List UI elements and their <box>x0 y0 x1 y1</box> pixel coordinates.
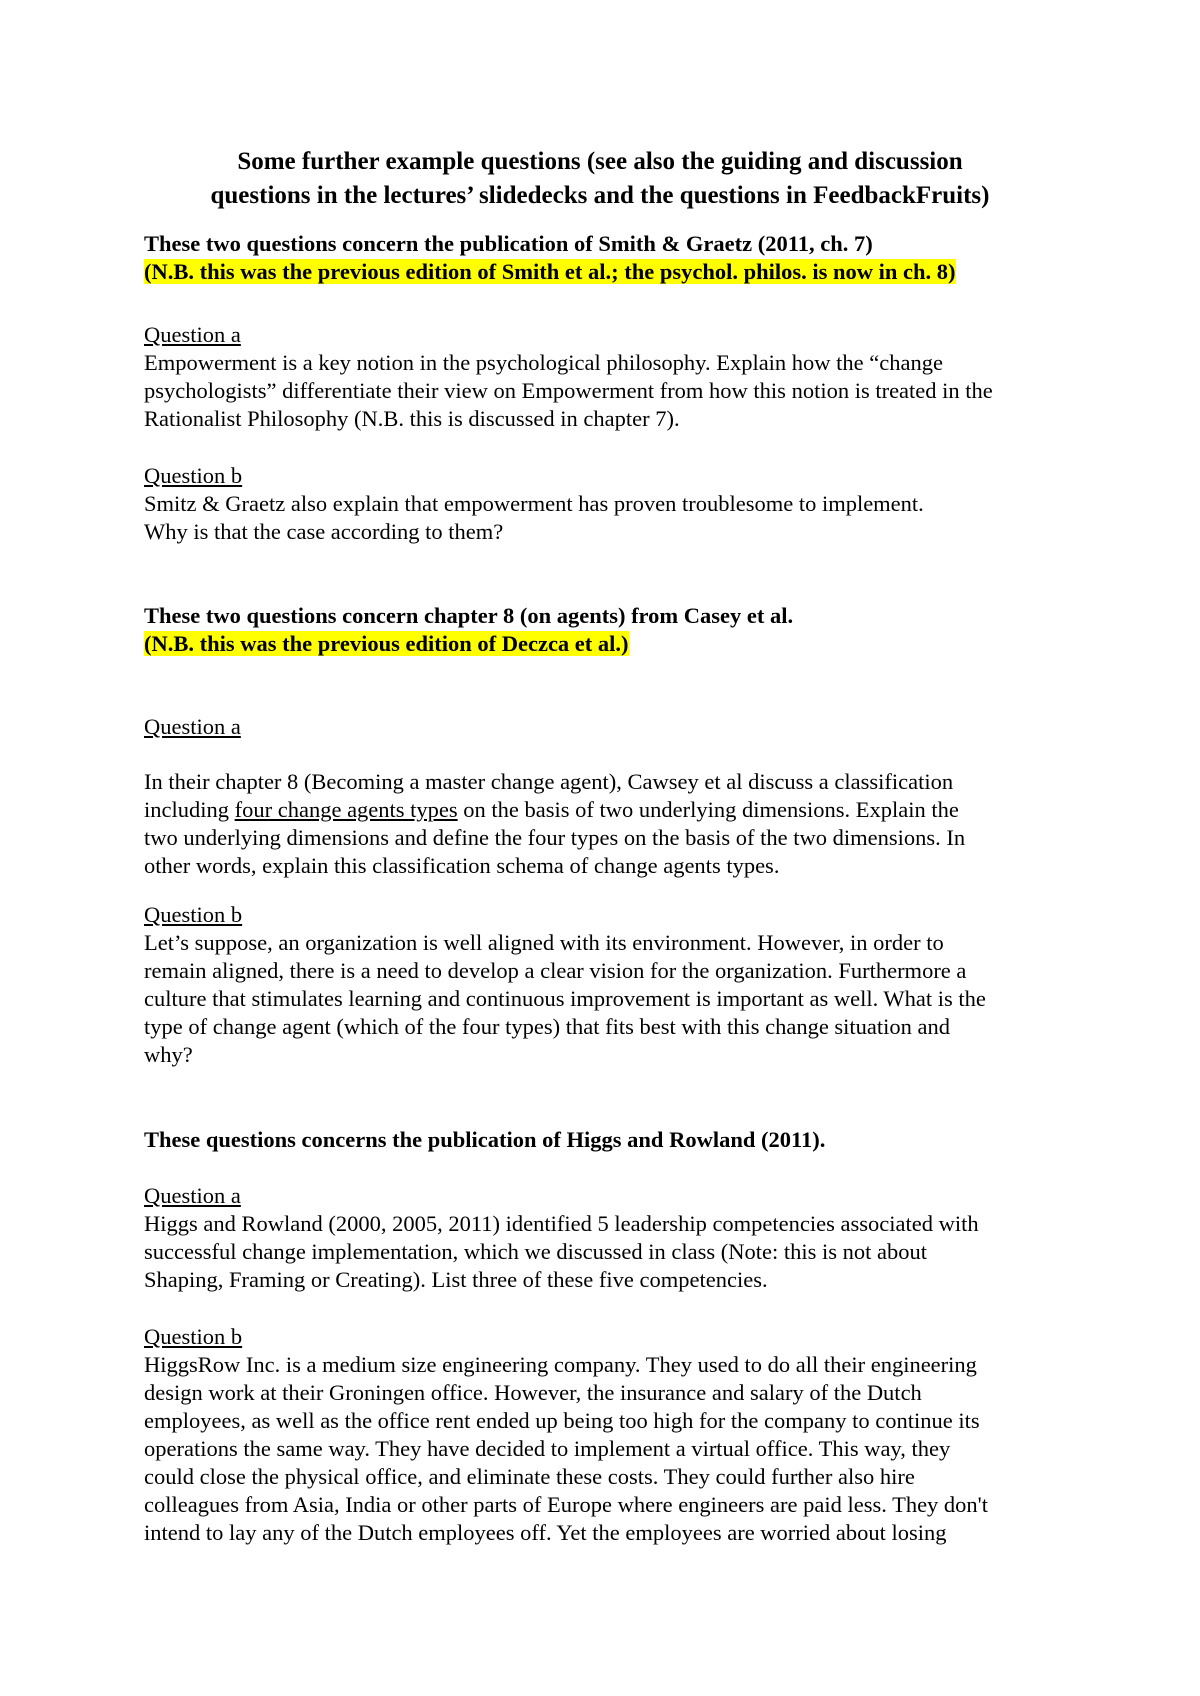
section-1-question-b-text-line: Why is that the case according to them? <box>144 519 504 544</box>
section-3-question-a-text-line: successful change implementation, which we discussed in class (Note: this is not about <box>144 1239 927 1264</box>
section-1-question-b-label: Question b <box>144 463 243 488</box>
section-1-question-a-label: Question a <box>144 322 241 347</box>
section-3-question-b-text-line: employees, as well as the office rent ended up being too high for the company to continue its <box>144 1408 980 1433</box>
section-2-question-b-label: Question b <box>144 902 243 927</box>
section-3-question-a-text-line: Shaping, Framing or Creating). List three of these five competencies. <box>144 1267 768 1292</box>
section-2-question-a-text-line: other words, explain this classification schema of change agents types. <box>144 853 780 878</box>
section-2-note <box>144 630 629 658</box>
section-2-note-highlight: (N.B. this was the previous edition of Deczca et al.) <box>144 631 629 656</box>
section-3-question-a-text-line: Higgs and Rowland (2000, 2005, 2011) identified 5 leadership competencies associated with <box>144 1211 979 1236</box>
section-2-question-b-text-line: why? <box>144 1042 193 1067</box>
section-2-question-b-text-line: culture that stimulates learning and continuous improvement is important as well. What is the <box>144 986 986 1011</box>
four-change-agents-types-term: four change agents types <box>234 797 458 822</box>
section-3-question-a-label: Question a <box>144 1183 241 1208</box>
document-title-line-2: questions in the lectures’ slidedecks and the questions in FeedbackFruits) <box>210 182 990 209</box>
section-3-question-b-text-line: design work at their Groningen office. However, the insurance and salary of the Dutch <box>144 1380 922 1405</box>
section-1-question-b-text-line: Smitz & Graetz also explain that empowerment has proven troublesome to implement. <box>144 491 924 516</box>
section-3-question-b-text-line: intend to lay any of the Dutch employees off. Yet the employees are worried about losing <box>144 1520 947 1545</box>
section-2-question-a-label: Question a <box>144 714 241 739</box>
section-1-note <box>144 258 956 286</box>
section-2-question-a-text-line: In their chapter 8 (Becoming a master change agent), Cawsey et al discuss a classification <box>144 769 954 794</box>
document-title-line-1: Some further example questions (see also the guiding and discussion <box>237 148 963 175</box>
section-3-question-b-text-line: HiggsRow Inc. is a medium size engineering company. They used to do all their engineering <box>144 1352 977 1377</box>
section-3-question-b-text-line: colleagues from Asia, India or other parts of Europe where engineers are paid less. They don't <box>144 1492 988 1517</box>
section-2-question-b-text-line: Let’s suppose, an organization is well aligned with its environment. However, in order to <box>144 930 944 955</box>
section-2-question-a-text-line: including four change agents types on the basis of two underlying dimensions. Explain the <box>144 797 959 822</box>
section-3-question-b-text-line: operations the same way. They have decided to implement a virtual office. This way, they <box>144 1436 951 1461</box>
section-3-question-b-text-line: could close the physical office, and eliminate these costs. They could further also hire <box>144 1464 915 1489</box>
section-1-note-highlight: (N.B. this was the previous edition of Smith et al.; the psychol. philos. is now in ch. 8) <box>144 259 956 284</box>
section-1-question-a-text-line: Rationalist Philosophy (N.B. this is discussed in chapter 7). <box>144 406 680 431</box>
section-1-question-a-text-line: psychologists” differentiate their view on Empowerment from how this notion is treated in the <box>144 378 993 403</box>
section-2-question-a-text-line: two underlying dimensions and define the four types on the basis of the two dimensions. In <box>144 825 966 850</box>
section-3-question-b-label: Question b <box>144 1324 243 1349</box>
section-2-question-b-text-line: remain aligned, there is a need to develop a clear vision for the organization. Furthermore a <box>144 958 967 983</box>
section-2-heading: These two questions concern chapter 8 (on agents) from Casey et al. <box>144 603 794 628</box>
section-2-question-b-text-line: type of change agent (which of the four types) that fits best with this change situation and <box>144 1014 951 1039</box>
section-1-heading: These two questions concern the publication of Smith & Graetz (2011, ch. 7) <box>144 231 873 256</box>
section-1-question-a-text-line: Empowerment is a key notion in the psychological philosophy. Explain how the “change <box>144 350 943 375</box>
section-3-heading: These questions concerns the publication of Higgs and Rowland (2011). <box>144 1127 826 1152</box>
